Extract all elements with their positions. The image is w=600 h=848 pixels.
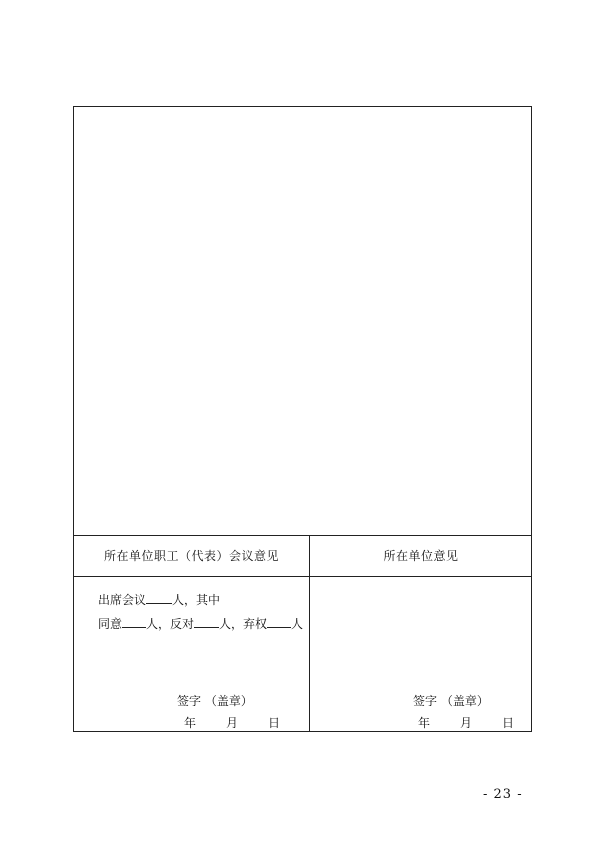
right-date-line [418,715,514,731]
left-month-label: 月 [226,716,239,730]
right-day-label: 日 [502,716,515,730]
abstain-label: 人，弃权 [219,617,268,631]
left-year-label: 年 [184,716,197,730]
attendance-prefix: 出席会议 [98,593,147,607]
left-day-label: 日 [268,716,281,730]
person-suffix: 人 [291,617,304,631]
right-month-label: 月 [460,716,473,730]
left-date-line [184,715,280,731]
staff-meeting-opinion-header: 所在单位职工（代表）会议意见 [103,549,279,563]
page-number: - 23 - [483,787,523,802]
unit-opinion-header: 所在单位意见 [383,549,459,563]
opinion-body-row [74,577,531,731]
attendance-count-blank[interactable] [146,591,172,604]
blank-content-area [74,107,531,536]
opinion-form-table [73,106,532,732]
attendance-line [98,591,220,608]
opinion-header-row [74,536,531,577]
right-signature: 签字 （盖章） [413,694,489,708]
oppose-label: 人，反对 [146,617,195,631]
vote-line [98,615,303,632]
attendance-suffix: 人，其中 [172,593,221,607]
agree-label: 同意 [98,617,123,631]
left-signature: 签字 （盖章） [177,694,253,708]
abstain-count-blank[interactable] [267,615,291,628]
oppose-count-blank[interactable] [194,615,219,628]
agree-count-blank[interactable] [122,615,146,628]
right-year-label: 年 [418,716,431,730]
